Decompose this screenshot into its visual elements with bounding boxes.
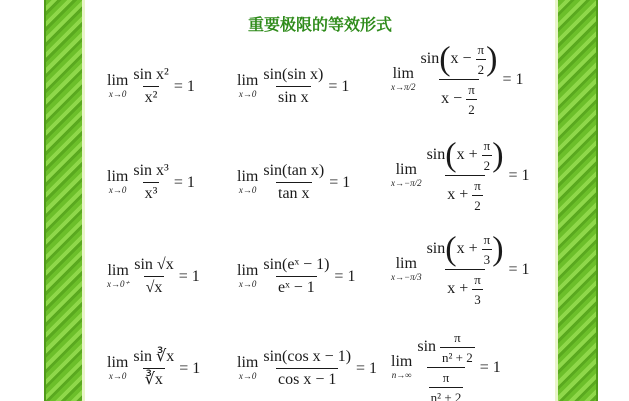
formula-r2-c2: lim x→0 $\frac{\text{sin(tan x)}}{\text{tan x}}$ = 1 xyxy=(237,162,351,202)
formula-r4-c2: lim x→0 $\frac{\text{sin(cos x − 1)}}{\text{cos x − 1}}$ = 1 xyxy=(237,348,378,388)
formula-r3-c3: lim x→−π/3 sin(x + $\frac{\pi}{3}$ ) x + $\frac{\pi}{3}$ = 1 xyxy=(391,230,530,307)
formula-r1-c3: lim x→π/2 sin(x − $\frac{\pi}{2}$ ) x − $\frac{\pi}{2}$ = 1 xyxy=(391,40,524,117)
formula-r4-c3: lim n→∞ sin $\frac{\pi}{\text{n² + 2}}$ $\frac{\pi}{\text{n² + 2}}$ = 1 xyxy=(391,330,501,401)
formula-r1-c1: lim x→0 $\frac{\text{sin x²}}{\text{x²}}$ = 1 xyxy=(107,66,195,106)
page-title: 重要极限的等效形式 xyxy=(247,15,392,34)
formula-r3-c1: lim x→0⁺ $\frac{\sin √x}{√x}$ = 1 xyxy=(107,256,200,296)
formula-r1-c2: lim x→0 $\frac{\text{sin(sin x)}}{\text{sin x}}$ = 1 xyxy=(237,66,350,106)
formula-r2-c1: lim x→0 $\frac{\text{sin x³}}{\text{x³}}$ = 1 xyxy=(107,162,195,202)
formula-r2-c3: lim x→−π/2 sin(x + $\frac{\pi}{2}$ ) x + $\frac{\pi}{2}$ = 1 xyxy=(391,136,530,213)
formula-panel xyxy=(82,0,558,401)
formula-r4-c1: lim x→0 $\frac{\sin ∛x}{∛x}$ = 1 xyxy=(107,348,201,388)
formula-r3-c2: lim x→0 $\frac{\text{sin(eˣ − 1)}}{\text{eˣ − 1}}$ = 1 xyxy=(237,256,356,296)
